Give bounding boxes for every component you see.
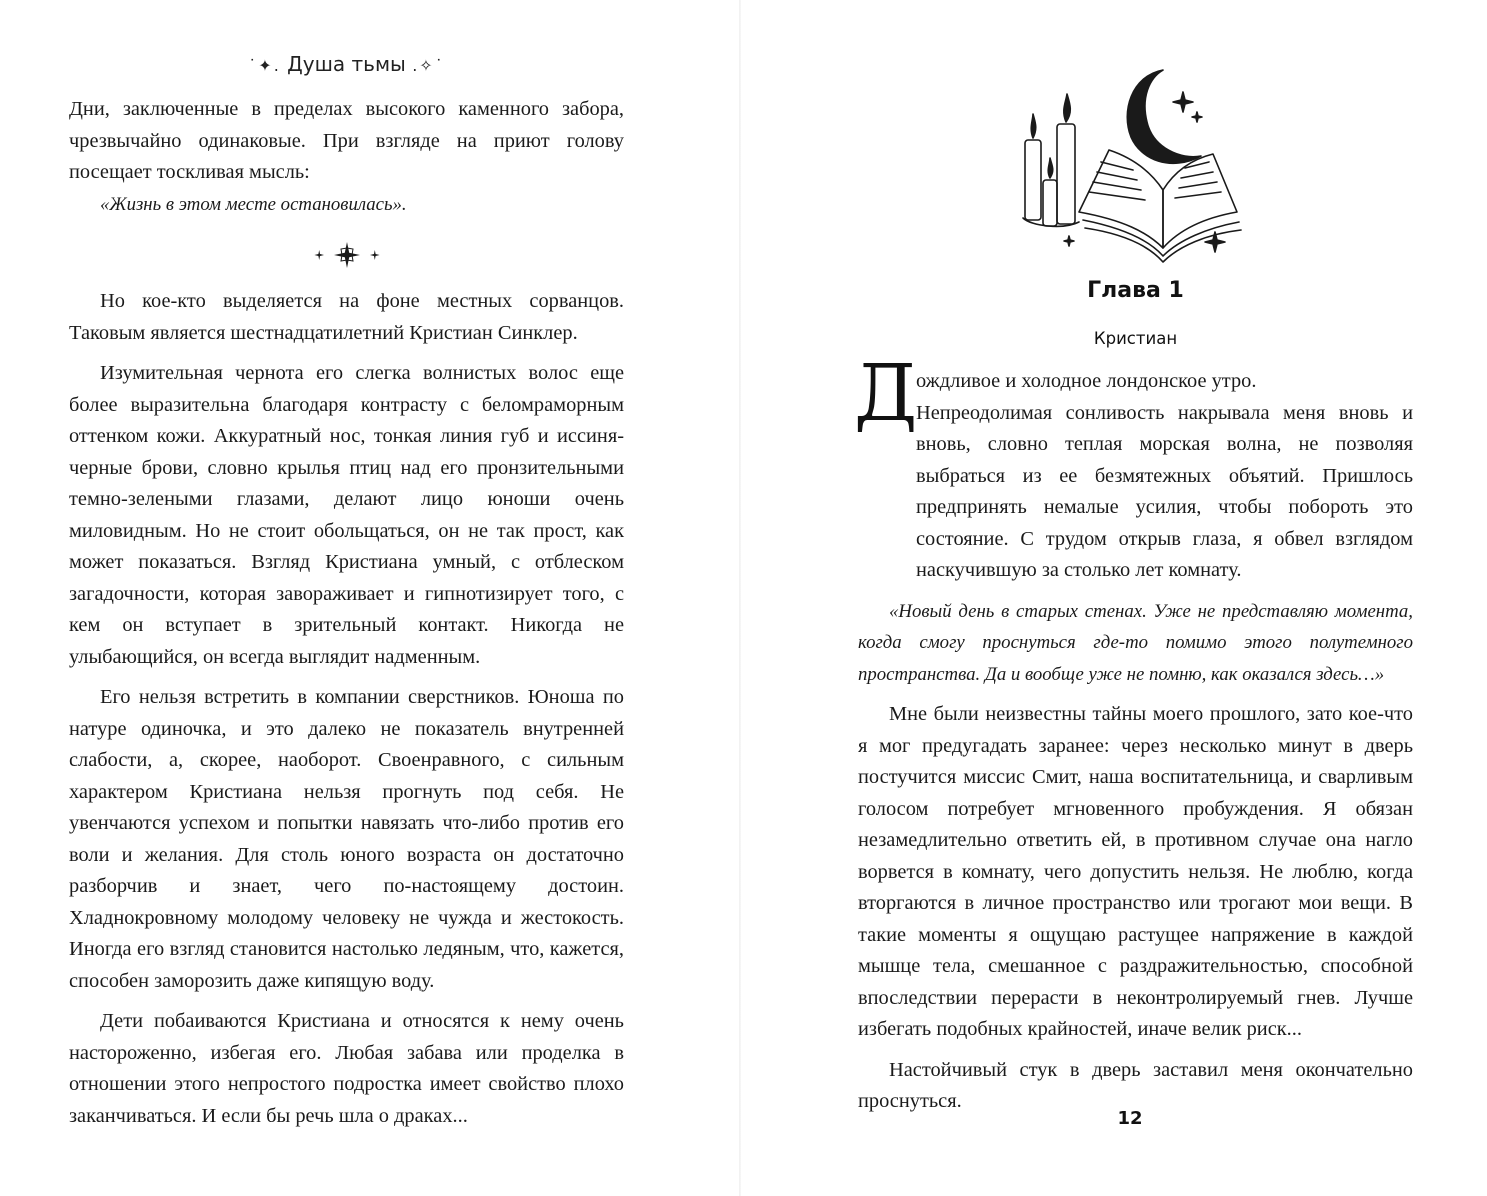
left-body-text [69, 286, 624, 1132]
quote: «Жизнь в этом месте остановилась». [100, 193, 407, 215]
paragraph: Дети побаиваются Кристиана и относятся к нему очень настороженно, избегая его. Любая забава или проделка в отношении этого непростого подростка имеет свойство плохо заканчиваться. И если бы речь шла о драках... [69, 1010, 624, 1127]
first-line: ождливое и холодное лондонское утро. [916, 370, 1257, 392]
page-number: 12 [1117, 1108, 1143, 1129]
paragraph: Непреодолимая сонливость накрывала меня вновь и вновь, словно теплая морская волна, не позволяя выбраться из ее безмятежных объятий. Пришлось предпринять немалые усилия, чтобы побороть это состояние. С трудом открыв глаза, я обвел взглядом наскучившую за столько лет комнату. [916, 401, 1413, 581]
paragraph: Мне были неизвестны тайны моего прошлого, зато кое-что я мог предугадать заранее: через несколько минут в дверь постучится миссис Смит, наша воспитательница, и сварливым голосом потребует мгновенного пробуждения. Я обязан незамедлительно ответить ей, в противном случае она нагло ворвется в комнату, чего допустить нельзя. Не люблю, когда вторгаются в личное пространство или трогают мои вещи. В такие моменты я ощущаю растущее напряжение в каждой мышце тела, смешанное с раздражительностью, способной впоследствии перерасти в неконтролируемый гнев. Лучше избегать подобных крайностей, иначе велик риск... [858, 703, 1413, 1040]
left-opening-text [69, 94, 624, 220]
sparkle-icon: .✧˙ [412, 56, 445, 75]
chapter-title: Глава 1 [1087, 278, 1184, 303]
drop-cap: Д [854, 349, 918, 439]
paragraph: Но кое-кто выделяется на фоне местных сорванцов. Таковым является шестнадцатилетний Кристиан Синклер. [69, 290, 624, 344]
chapter-subtitle: Кристиан [1093, 329, 1178, 348]
compass-star-ornament-icon [69, 240, 624, 275]
paragraph: Настойчивый стук в дверь заставил меня окончательно проснуться. [858, 1058, 1413, 1112]
paragraph: Дни, заключенные в пределах высокого каменного забора, чрезвычайно одинаковые. При взгляде на приют голову посещает тоскливая мысль: [69, 98, 624, 183]
moon-candles-book-illustration [1013, 62, 1253, 272]
running-header-title: Душа тьмы [287, 52, 406, 76]
paragraph: Изумительная чернота его слегка волнистых волос еще более выразительна благодаря контрасту с беломраморным оттенком кожи. Аккуратный нос, тонкая линия губ и иссиня-черные брови, словно крылья птиц над его пронзительными темно-зелеными глазами, делают лицо юноши очень миловидным. Но не стоит обольщаться, он не так прост, как может показаться. Взгляд Кристиана умный, с отблеском загадочности, которая завораживает и гипнотизирует того, с кем он вступает в зрительный контакт. Никогда не улыбающийся, он всегда выглядит надменным. [69, 362, 624, 668]
right-body-text [858, 366, 1413, 1118]
running-header [69, 52, 624, 76]
quote: «Новый день в старых стенах. Уже не представляю момента, когда смогу проснуться где-то помимо этого полутемного пространства. Да и вообще уже не помню, как оказался здесь…» [858, 600, 1413, 685]
sparkle-icon: ˙✦. [248, 56, 281, 75]
paragraph: Его нельзя встретить в компании сверстников. Юноша по натуре одиночка, и это далеко не показатель внутренней слабости, а, скорее, наоборот. Своенравного, с сильным характером Кристиана нельзя прогнуть под себя. Не увенчаются успехом и попытки навязать что-либо против его воли и желания. Для столь юного возраста он достаточно разборчив и знает, чего по-настоящему достоин. Хладнокровному молодому человеку не чужда и жестокость. Иногда его взгляд становится настолько ледяным, что, кажется, способен заморозить даже кипящую воду. [69, 686, 624, 992]
